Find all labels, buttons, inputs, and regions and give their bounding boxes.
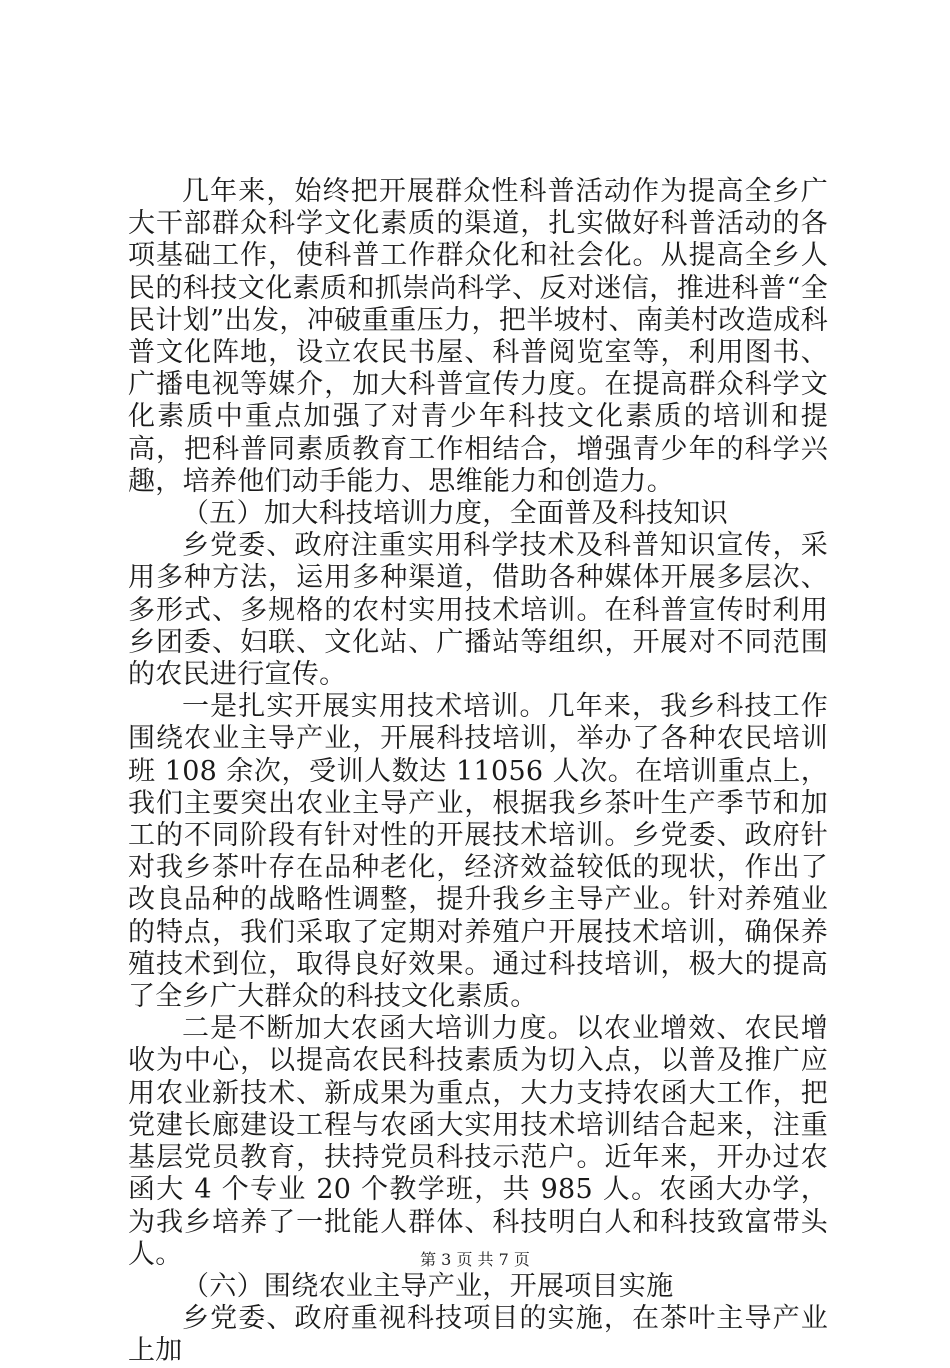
paragraph-science-popularization: 几年来，始终把开展群众性科普活动作为提高全乡广大干部群众科学文化素质的渠道，扎实做好科普活动的各项基础工作，使科普工作群众化和社会化。从提高全乡人民的科技文化素质和抓崇尚科学、反对迷信，推进科普“全民计划”出发，冲破重重压力，把半坡村、南美村改造成科普文化阵地，设立农民书屋、科普阅览室等，利用图书、广播电视等媒介，加大科普宣传力度。在提高群众科学文化素质中重点加强了对青少年科技文化素质的培训和提高，把科普同素质教育工作相结合，增强青少年的科学兴趣，培养他们动手能力、思维能力和创造力。 (128, 176, 828, 497)
section-heading-5: （五）加大科技培训力度，全面普及科技知识 (182, 498, 728, 530)
section-heading-6: （六）围绕农业主导产业，开展项目实施 (182, 1270, 674, 1302)
paragraph-correspondence-training: 二是不断加大农函大培训力度。以农业增效、农民增收为中心，以提高农民科技素质为切入点，以普及推广应用农业新技术、新成果为重点，大力支持农函大工作，把党建长廊建设工程与农函大实用技术培训结合起来，注重基层党员教育，扶持党员科技示范户。近年来，开办过农函大 4 个专业 20 个教学班，共 985 人。农函大办学，为我乡培养了一批能人群体、科技明白人和科技致富带头人。 (128, 1013, 828, 1270)
paragraph-practical-training: 一是扎实开展实用技术培训。几年来，我乡科技工作围绕农业主导产业，开展科技培训，举办了各种农民培训班 108 余次，受训人数达 11056 人次。在培训重点上，我们主要突出农业主导产业，根据我乡茶叶生产季节和加工的不同阶段有针对性的开展技术培训。乡党委、政府针对我乡茶叶存在品种老化，经济效益较低的现状，作出了改良品种的战略性调整，提升我乡主导产业。针对养殖业的特点，我们采取了定期对养殖户开展技术培训，确保养殖技术到位，取得良好效果。通过科技培训，极大的提高了全乡广大群众的科技文化素质。 (128, 691, 828, 1013)
document-body (128, 176, 828, 1368)
paragraph-project-implementation: 乡党委、政府重视科技项目的实施，在茶叶主导产业上加 (128, 1303, 828, 1367)
page-number-footer: 第 3 页 共 7 页 (420, 1250, 530, 1269)
paragraph-training-overview: 乡党委、政府注重实用科学技术及科普知识宣传，采用多种方法，运用多种渠道，借助各种媒体开展多层次、多形式、多规格的农村实用技术培训。在科普宣传时利用乡团委、妇联、文化站、广播站等组织，开展对不同范围的农民进行宣传。 (128, 530, 828, 691)
